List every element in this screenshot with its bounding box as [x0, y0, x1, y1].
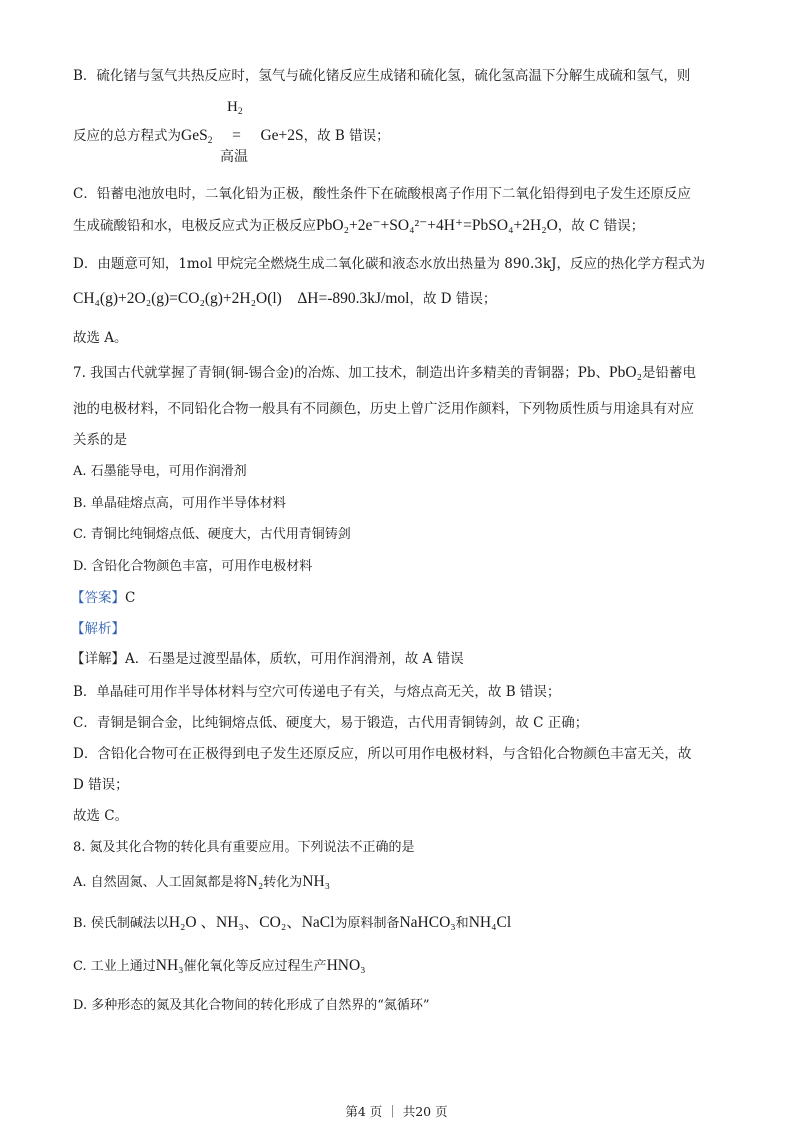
q6-c-line1: C．铅蓄电池放电时，二氧化铅为正极，酸性条件下在硫酸根离子作用下二氧化铅得到电子发生还原反应 [73, 186, 691, 202]
q6-c-line2: 生成硫酸铅和水，电极反应式为正极反应PbO₂+2e⁻+SO₄²⁻+4H⁺=PbSO₄+2H₂O，故 C 错误； [73, 217, 645, 234]
q7-option-c: C. 青铜比纯铜熔点低、硬度大，古代用青铜铸剑 [73, 527, 351, 542]
q7-stem-line1: 7. 我国古代就掌握了青铜(铜-锡合金)的冶炼、加工技术，制造出许多精美的青铜器；Pb、PbO₂是铅蓄电 [73, 364, 696, 381]
q6-b-cond-bottom: 高温 [220, 149, 248, 165]
q6-b-line2: 反应的总方程式为GeS$_2$ = Ge+2S，故 B 错误； [73, 127, 390, 146]
q8-option-c: C. 工业上通过NH₃催化氧化等反应过程生产HNO₃ [73, 957, 366, 974]
q6-select: 故选 A。 [73, 330, 128, 346]
q7-detail-a: 【详解】A．石墨是过渡型晶体，质软，可用作润滑剂，故 A 错误 [71, 651, 464, 667]
q7-option-b: B. 单晶硅熔点高，可用作半导体材料 [73, 496, 286, 511]
q8-option-b: B. 侯氏制碱法以H₂O 、NH₃、CO₂、NaCl为原料制备NaHCO₃和NH₄Cl [73, 914, 512, 931]
page-footer: 第4 页 ｜ 共20 页 [345, 1104, 448, 1119]
q7-analysis-tag: 【解析】 [71, 621, 125, 637]
answer-tag: 【答案】 [71, 590, 125, 606]
q7-detail-b: B．单晶硅可用作半导体材料与空穴可传递电子有关，与熔点高无关，故 B 错误； [73, 684, 561, 700]
q7-option-d: D. 含铅化合物颜色丰富，可用作电极材料 [73, 559, 313, 574]
q8-stem: 8. 氮及其化合物的转化具有重要应用。下列说法不正确的是 [73, 840, 415, 855]
q7-stem-line3: 关系的是 [73, 432, 127, 448]
q6-d-line2: CH₄(g)+2O₂(g)=CO₂(g)+2H₂O(l) ΔH=-890.3kJ/mol，故 D 错误； [73, 290, 497, 307]
q7-detail-d-line1: D．含铅化合物可在正极得到电子发生还原反应，所以可用作电极材料，与含铅化合物颜色丰富无关，故 [73, 746, 692, 762]
q7-answer: 【答案】C [71, 590, 136, 606]
q6-b-line1: B．硫化锗与氢气共热反应时，氢气与硫化锗反应生成锗和硫化氢，硫化氢高温下分解生成硫和氢气，则 [73, 68, 691, 84]
q7-option-a: A. 石墨能导电，可用作润滑剂 [73, 464, 247, 479]
q8-option-a: A. 自然固氮、人工固氮都是将N₂转化为NH₃ [73, 873, 331, 890]
q7-stem-line2: 池的电极材料，不同铅化合物一般具有不同颜色，历史上曾广泛用作颜料，下列物质性质与用途具有对应 [73, 401, 694, 417]
q6-d-line1: D．由题意可知，1mol 甲烷完全燃烧生成二氧化碳和液态水放出热量为 890.3kJ，反应的热化学方程式为 [73, 256, 705, 272]
q8-option-d: D. 多种形态的氮及其化合物间的转化形成了自然界的“氮循环” [73, 998, 430, 1013]
q7-detail-d-line2: D 错误； [73, 777, 129, 793]
q6-b-cond-top: $H_2$ [227, 99, 243, 117]
q7-detail-c: C．青铜是铜合金，比纯铜熔点低、硬度大，易于锻造，古代用青铜铸剑，故 C 正确； [73, 715, 589, 731]
q7-select: 故选 C。 [73, 808, 129, 824]
